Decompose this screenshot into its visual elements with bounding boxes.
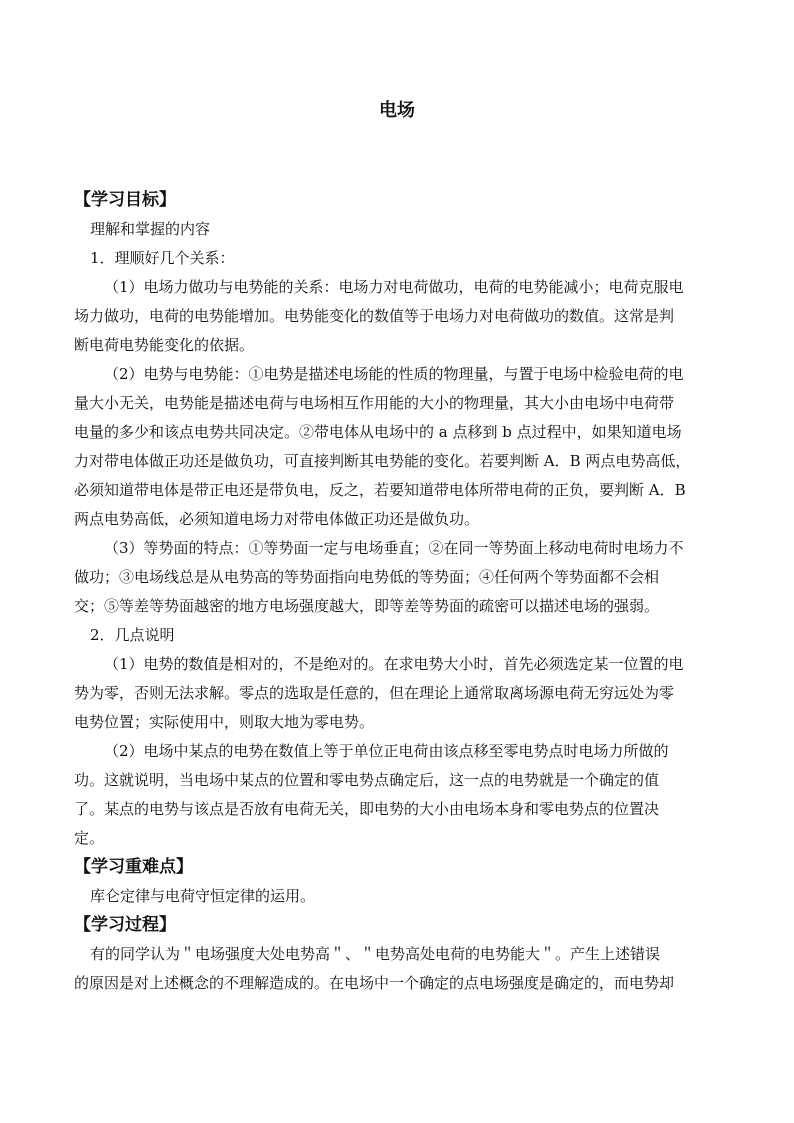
section-heading: 【学习目标】 <box>74 190 176 210</box>
paragraph-line: （3）等势面的特点：①等势面一定与电场垂直；②在同一等势面上移动电荷时电场力不 <box>104 539 684 557</box>
paragraph-line: 量大小无关，电势能是描述电荷与电场相互作用能的大小的物理量，其大小由电场中电荷带 <box>74 394 675 412</box>
paragraph-line: 库仑定律与电荷守恒定律的运用。 <box>90 887 316 905</box>
paragraph-line: 做功；③电场线总是从电势高的等势面指向电势低的等势面；④任何两个等势面都不会相 <box>74 568 660 586</box>
paragraph-line: 理解和掌握的内容 <box>90 220 211 238</box>
paragraph-line: 力对带电体做正功还是做负功，可直接判断其电势能的变化。若要判断 A．B 两点电势高低， <box>74 452 691 470</box>
document-body <box>74 186 728 998</box>
section-heading: 【学习过程】 <box>74 915 176 935</box>
paragraph-line: 功。这就说明，当电场中某点的位置和零电势点确定后，这一点的电势就是一个确定的值 <box>74 771 660 789</box>
paragraph-line: 电势位置；实际使用中，则取大地为零电势。 <box>74 713 375 731</box>
paragraph-line: 电量的多少和该点电势共同决定。②带电体从电场中的 a 点移到 b 点过程中，如果知道电场 <box>74 423 682 441</box>
paragraph-line: （2）电场中某点的电势在数值上等于单位正电荷由该点移至零电势点时电场力所做的 <box>104 742 669 760</box>
paragraph-line: （1）电场力做功与电势能的关系：电场力对电荷做功，电荷的电势能减小；电荷克服电 <box>104 278 684 296</box>
section-learning-process <box>74 911 728 998</box>
paragraph-line: 断电荷电势能变化的依据。 <box>74 336 255 354</box>
paragraph-line: 2．几点说明 <box>90 626 175 644</box>
paragraph-line: 1．理顺好几个关系： <box>90 249 235 267</box>
section-key-difficulties <box>74 853 728 911</box>
paragraph-line: 有的同学认为＂电场强度大处电势高＂、＂电势高处电荷的电势能大＂。产生上述错误 <box>90 945 661 963</box>
paragraph-line: （2）电势与电势能：①电势是描述电场能的性质的物理量，与置于电场中检验电荷的电 <box>104 365 684 383</box>
paragraph-line: （1）电势的数值是相对的，不是绝对的。在求电势大小时，首先必须选定某一位置的电 <box>104 655 684 673</box>
section-learning-objectives <box>74 186 728 853</box>
section-heading: 【学习重难点】 <box>74 857 193 877</box>
paragraph-line: 场力做功，电荷的电势能增加。电势能变化的数值等于电场力对电荷做功的数值。这常是判 <box>74 307 675 325</box>
paragraph-line: 定。 <box>74 829 105 847</box>
paragraph-line: 的原因是对上述概念的不理解造成的。在电场中一个确定的点电场强度是确定的，而电势却 <box>74 974 675 992</box>
paragraph-line: 必须知道带电体是带正电还是带负电，反之，若要知道带电体所带电荷的正负，要判断 A．B <box>74 481 686 499</box>
paragraph-line: 两点电势高低，必须知道电场力对带电体做正功还是做负功。 <box>74 510 480 528</box>
paragraph-line: 势为零，否则无法求解。零点的选取是任意的，但在理论上通常取离场源电荷无穷远处为零 <box>74 684 675 702</box>
paragraph-line: 交；⑤等差等势面越密的地方电场强度越大，即等差等势面的疏密可以描述电场的强弱。 <box>74 597 660 615</box>
paragraph-line: 了。某点的电势与该点是否放有电荷无关，即电势的大小由电场本身和零电势点的位置决 <box>74 800 660 818</box>
document-title: 电场 <box>379 100 415 121</box>
